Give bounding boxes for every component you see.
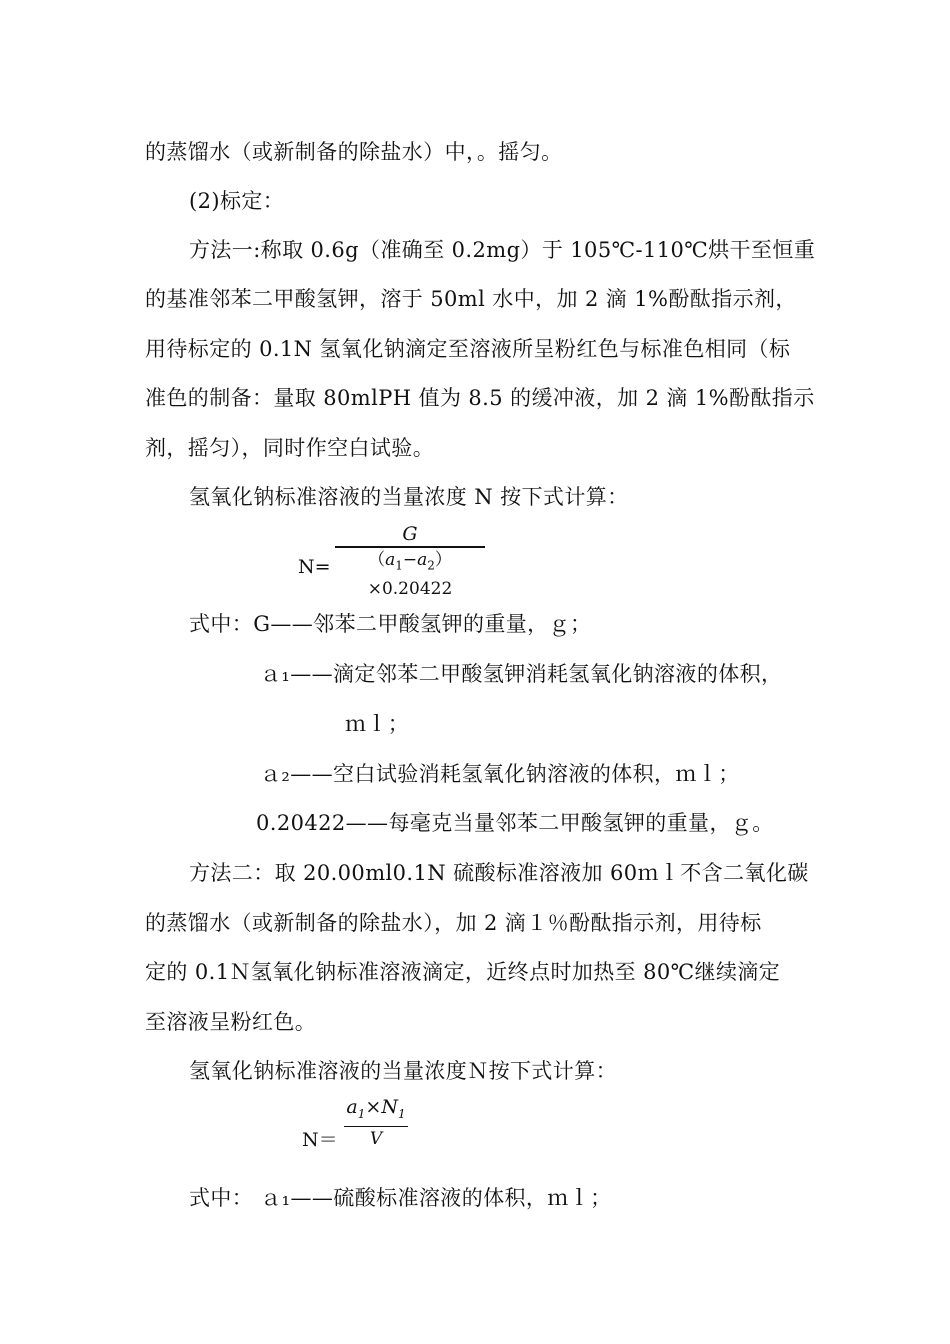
paragraph-line: 方法一:称取 0.6g（准确至 0.2mg）于 105℃-110℃烘干至恒重 xyxy=(189,238,816,262)
paragraph-line: 的基准邻苯二甲酸氢钾，溶于 50ml 水中，加 2 滴 1%酚酞指示剂， xyxy=(145,287,797,311)
formula-naoh-method2 xyxy=(302,1095,422,1155)
paragraph-line: 用待标定的 0.1N 氢氧化钠滴定至溶液所呈粉红色与标准色相同（标 xyxy=(145,337,791,361)
formula-numerator: G xyxy=(402,523,418,545)
paragraph-line: 式中： ａ₁——硫酸标准溶液的体积，ｍｌ； xyxy=(189,1186,612,1210)
paragraph-line: 方法二：取 20.00ml0.1N 硫酸标准溶液加 60ｍｌ不含二氧化碳 xyxy=(189,861,809,885)
formula-lhs: N＝ xyxy=(302,1129,338,1151)
paragraph-line: ｍｌ； xyxy=(345,712,410,736)
paragraph-line: ａ₂——空白试验消耗氢氧化钠溶液的体积，ｍｌ； xyxy=(260,762,740,786)
formula-fraction xyxy=(344,1095,408,1151)
paragraph-line: 0.20422——每毫克当量邻苯二甲酸氢钾的重量，ｇ。 xyxy=(256,811,774,835)
paragraph-line: 定的 0.1Ｎ氢氧化钠标准溶液滴定，近终点时加热至 80℃继续滴定 xyxy=(145,960,781,984)
formula-fraction xyxy=(335,522,485,601)
section-heading: (2)标定： xyxy=(189,189,285,213)
formula-denominator: V xyxy=(369,1129,383,1150)
paragraph-line: 氢氧化钠标准溶液的当量浓度Ｎ按下式计算： xyxy=(189,1059,617,1083)
paragraph-line: 氢氧化钠标准溶液的当量浓度 N 按下式计算： xyxy=(189,485,629,509)
paragraph-line: 剂，摇匀），同时作空白试验。 xyxy=(145,436,435,460)
paragraph-line: 准色的制备：量取 80mlPH 值为 8.5 的缓冲液，加 2 滴 1%酚酞指示 xyxy=(145,386,815,410)
paragraph-line: 的蒸馏水（或新制备的除盐水），加 2 滴１％酚酞指示剂，用待标 xyxy=(145,911,762,935)
paragraph-line: ａ₁——滴定邻苯二甲酸氢钾消耗氢氧化钠溶液的体积， xyxy=(260,662,783,686)
formula-lhs: N= xyxy=(298,556,331,578)
paragraph-line: 的蒸馏水（或新制备的除盐水）中，。摇匀。 xyxy=(145,140,563,164)
paragraph-line: 至溶液呈粉红色。 xyxy=(145,1010,317,1034)
formula-denominator: $(a_1-a_2)\times 0.20422$ xyxy=(367,549,453,599)
formula-naoh-method1 xyxy=(298,522,498,599)
formula-numerator: $a_1\times N_1$ xyxy=(346,1096,406,1121)
paragraph-line: 式中：G——邻苯二甲酸氢钾的重量，ｇ； xyxy=(189,612,592,636)
